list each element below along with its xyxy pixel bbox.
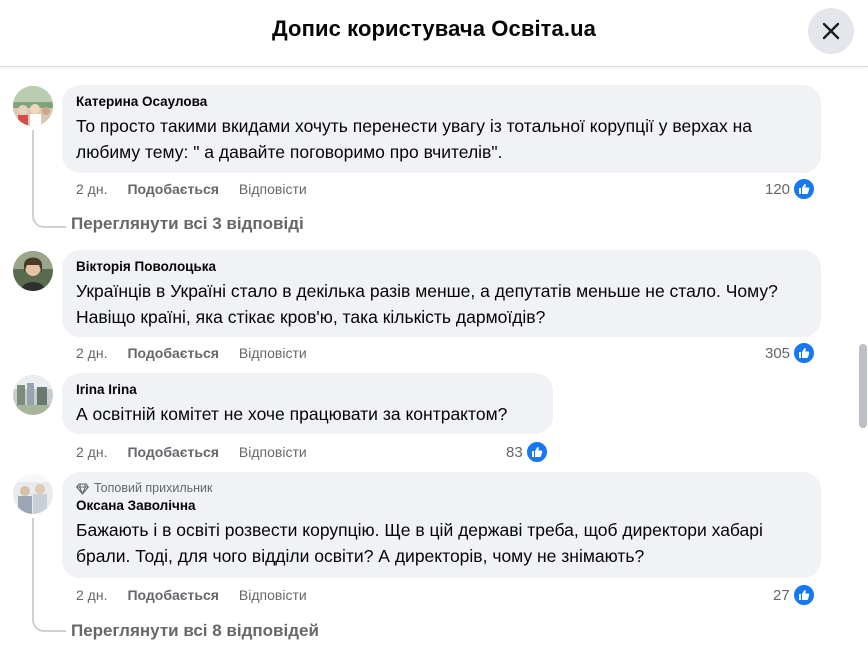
reply-button[interactable]: Відповісти [238,587,307,603]
like-button[interactable]: Подобається [127,444,219,460]
thread-connector [32,614,66,632]
reaction-count[interactable] [765,342,815,364]
like-button[interactable]: Подобається [127,587,219,603]
comment-time[interactable]: 2 дн. [76,181,108,197]
thumbs-up-icon [793,584,815,606]
comment-author[interactable]: Irina Irina [76,382,137,397]
top-fan-badge[interactable] [76,480,807,497]
like-button[interactable]: Подобається [127,181,219,197]
comment-time[interactable]: 2 дн. [76,587,108,603]
reaction-number: 120 [765,180,791,198]
reaction-count[interactable] [765,178,815,200]
reply-button[interactable]: Відповісти [238,345,307,361]
comment-time[interactable]: 2 дн. [76,345,108,361]
reaction-number: 83 [506,443,523,461]
comment-bubble [62,373,553,434]
dialog-header [0,0,868,67]
comment-actions [76,444,307,460]
avatar[interactable] [13,86,53,126]
thread-line [32,518,34,616]
comment-text: То просто такими вкидами хочуть перенести увагу із тотальної корупції у верхах на любиму тему: " а давайте поговоримо про вчителів". [76,116,753,162]
reaction-number: 27 [773,586,790,604]
comment-actions [76,587,307,603]
dialog-title: Допис користувача Освіта.ua [272,16,596,41]
thumbs-up-icon [793,178,815,200]
thread-line [32,130,34,212]
view-replies-link[interactable]: Переглянути всі 3 відповіді [71,214,304,233]
comment-bubble [62,85,821,173]
comment-actions [76,181,307,197]
reaction-count[interactable] [506,441,548,463]
reply-button[interactable]: Відповісти [238,181,307,197]
reply-button[interactable]: Відповісти [238,444,307,460]
comment-time[interactable]: 2 дн. [76,444,108,460]
comment-author[interactable]: Оксана Заволічна [76,498,196,513]
comment-author[interactable]: Вікторія Поволоцька [76,259,217,274]
comment-actions [76,345,307,361]
comment-text: Бажають і в освіті розвести корупцію. Ще в цій державі треба, щоб директори хабарі брали. Тоді, для чого відділи освіти? А директорів, чому не знімають? [76,520,763,566]
thumbs-up-icon [793,342,815,364]
avatar[interactable] [13,474,53,514]
like-button[interactable]: Подобається [127,345,219,361]
close-icon [821,21,841,41]
scrollbar-thumb[interactable] [859,344,867,428]
reaction-number: 305 [765,344,791,362]
comment-author[interactable]: Катерина Осаулова [76,94,208,109]
view-replies-link[interactable]: Переглянути всі 8 відповідей [71,621,319,640]
comment-bubble [62,250,821,337]
avatar[interactable] [13,375,53,415]
thumbs-up-icon [526,441,548,463]
comment-text: А освітній комітет не хоче працювати за контрактом? [76,404,508,424]
top-fan-label: Топовий прихильник [94,481,213,495]
close-button[interactable] [808,8,854,54]
diamond-icon [76,483,89,495]
avatar[interactable] [13,251,53,291]
reaction-count[interactable] [773,584,815,606]
comment-text: Українців в Україні стало в декілька разів менше, а депутатів меньше не стало. Чому? Навіщо країні, яка стікає кров'ю, така кількість дармоїдів? [76,281,778,327]
comment-bubble [62,472,821,578]
thread-connector [32,210,66,228]
